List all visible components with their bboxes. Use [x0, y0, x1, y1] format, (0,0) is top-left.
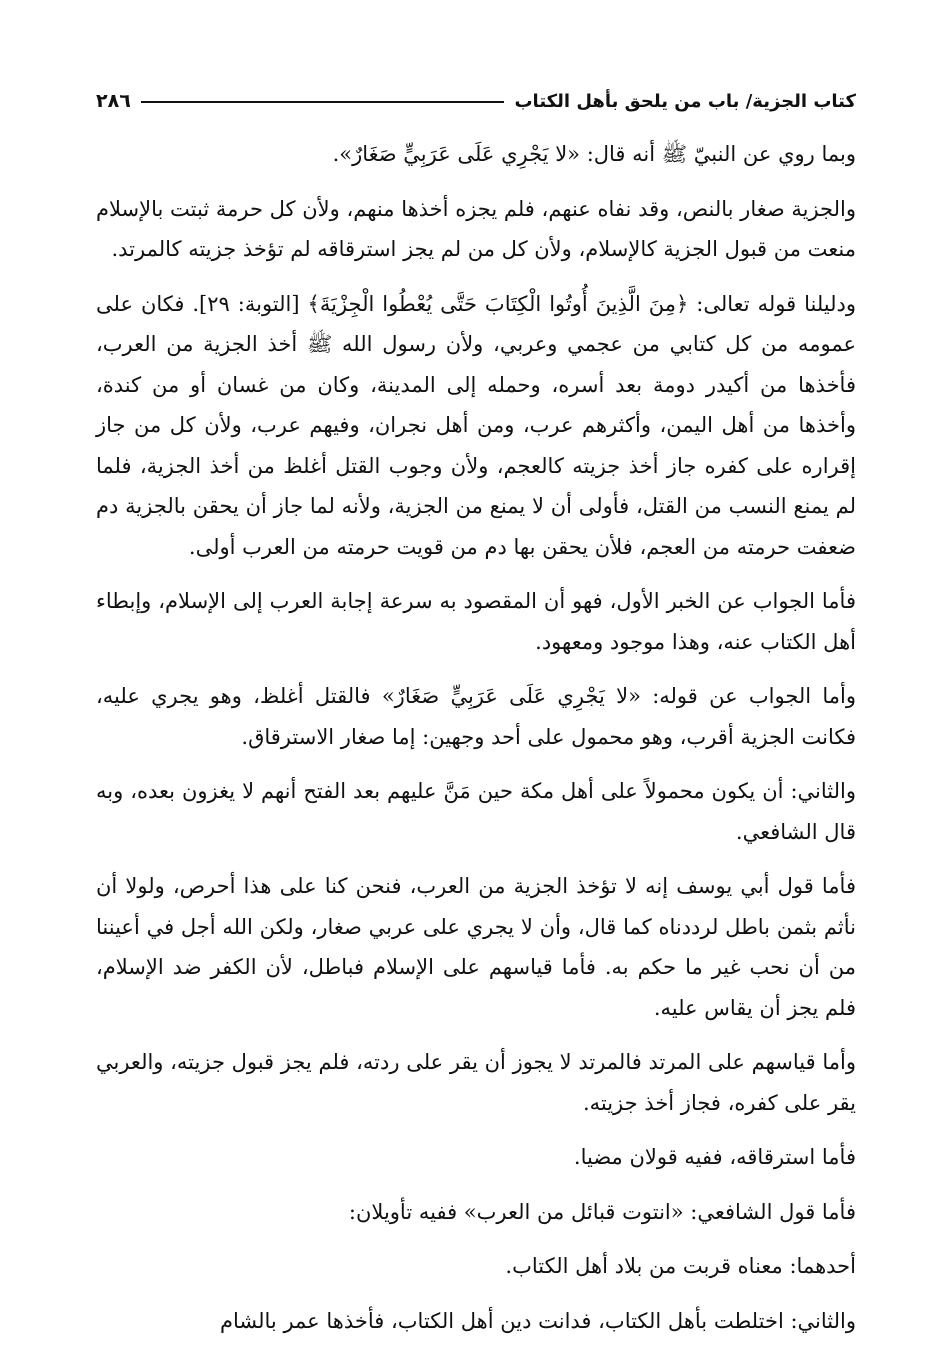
paragraph-second-meaning: والثاني: أن يكون محمولاً على أهل مكة حين مَنَّ عليهم بعد الفتح أنهم لا يغزون بعده، وبه قال الشافعي.	[96, 779, 856, 844]
paragraph-evidence: ودليلنا قوله تعالى: ﴿مِنَ الَّذِينَ أُوتُوا الْكِتَابَ حَتَّى يُعْطُوا الْجِزْيَةَ﴾ [التوبة: ٢٩]. فكان على عمومه من كل كتابي من عجمي وعربي، ولأن رسول الله ﷺ أخذ الجزية من العرب، فأخذها من أكيدر دومة بعد أسره، وحمله إلى المدينة، وكان من غسان أو من كندة، وأخذها من أهل اليمن، وأكثرهم عرب، ومن أهل نجران، وفيهم عرب، ولأن كل من جاز إقراره على كفره جاز أخذ جزيته كالعجم، ولأن وجوب القتل أغلظ من أخذ الجزية، فلما لم يمنع النسب من القتل، فأولى أن لا يمنع من الجزية، ولأنه لما جاز أن يحقن بالجزية دم ضعفت حرمته من العجم، فلأن يحقن بها دم من قويت حرمته من العرب أولى.	[96, 291, 856, 559]
paragraph-enslavement: فأما استرقاقه، ففيه قولان مضيا.	[573, 1145, 856, 1169]
page-number: ٢٨٦	[96, 90, 131, 112]
paragraph-shafii: فأما قول الشافعي: «انتوت قبائل من العرب» ففيه تأويلان:	[348, 1199, 856, 1224]
chapter-title: كتاب الجزية/ باب من يلحق بأهل الكتاب	[514, 91, 856, 112]
page-body	[96, 134, 856, 1341]
header-rule	[141, 101, 505, 103]
paragraph-first-interpretation: أحدهما: معناه قربت من بلاد أهل الكتاب.	[505, 1254, 856, 1278]
paragraph-answer-first: فأما الجواب عن الخبر الأول، فهو أن المقصود به سرعة إجابة العرب إلى الإسلام، وإبطاء أهل الكتاب عنه، وهذا موجود ومعهود.	[96, 589, 856, 654]
paragraph-argument: والجزية صغار بالنص، وقد نفاه عنهم، فلم يجزه أخذها منهم، ولأن كل حرمة ثبتت بالإسلام منعت من قبول الجزية كالإسلام، ولأن كل من لم يجز استرقاقه لم تؤخذ جزيته كالمرتد.	[96, 196, 856, 261]
paragraph-second-interpretation: والثاني: اختلطت بأهل الكتاب، فدانت دين أهل الكتاب، فأخذها عمر بالشام	[220, 1308, 856, 1333]
paragraph-answer-hadith: وأما الجواب عن قوله: «لا يَجْرِي عَلَى عَرَبِيٍّ صَغَارٌ» فالقتل أغلظ، وهو يجري عليه، فكانت الجزية أقرب، وهو محمول على أحد وجهين: إما صغار الاسترقاق.	[96, 684, 856, 749]
paragraph-apostate: وأما قياسهم على المرتد فالمرتد لا يجوز أن يقر على ردته، فلم يجز قبول جزيته، والعربي يقر على كفره، فجاز أخذ جزيته.	[96, 1050, 856, 1115]
running-header	[96, 78, 856, 112]
paragraph-abu-yusuf: فأما قول أبي يوسف إنه لا تؤخذ الجزية من العرب، فنحن كنا على هذا أحرص، ولولا أن نأثم بثمن باطل لرددناه كما قال، وأن لا يجري على عربي صغار، ولكن الله أجل في أعيننا من أن نحب غير ما حكم به. فأما قياسهم على الإسلام فباطل، لأن الكفر ضد الإسلام، فلم يجز أن يقاس عليه.	[96, 874, 856, 1020]
paragraph-hadith: وبما روي عن النبيّ ﷺ أنه قال: «لا يَجْرِي عَلَى عَرَبِيٍّ صَغَارٌ».	[332, 142, 856, 166]
